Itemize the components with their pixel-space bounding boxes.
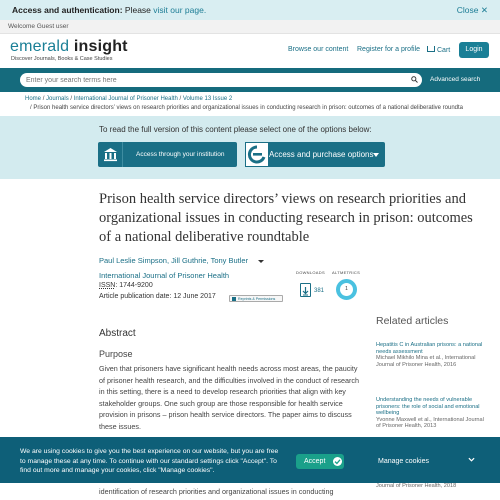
related-article-title[interactable]: Hepatitis C in Australian prisons: a national needs assessment [376, 342, 483, 355]
breadcrumb [0, 92, 500, 116]
issn-label: ISSN [99, 282, 116, 289]
abstract-continued-text: identification of research priorities and organizational issues in conducting [99, 487, 334, 496]
access-prompt: To read the full version of this content please select one of the options below: [99, 125, 372, 134]
purchase-button-label: Access and purchase options [269, 150, 374, 159]
related-article-meta: Journal of Prisoner Health, 2018 [376, 483, 457, 489]
downloads-label: DOWNLOADS [296, 270, 325, 275]
purpose-text: Given that prisoners have significant health needs across most areas, the paucity of prisoner health research, and the difficulties involved in the conduct of research in this setting, there is a need to develop research priorities that align with key stakeholder groups. One such group are those responsible for health service provision in prisons – prison health service directors. The paper aims to discuss these issues. [99, 364, 359, 431]
publication-date: Article publication date: 12 June 2017 [99, 293, 216, 300]
related-article-item[interactable] [376, 397, 488, 430]
emerald-e-icon [245, 142, 269, 167]
cookie-message: We are using cookies to give you the best experience on our website, but you are free to manage these at any time. To continue with our standard settings click "Accept". To find out more and manage your cookies, click "Manage cookies". [20, 448, 279, 474]
auth-notice-bold: Access and authentication: [12, 5, 123, 15]
search-band [0, 68, 500, 92]
related-article-meta: Michael Mikhilo Mina et al., International Journal of Prisoner Health, 2016 [376, 355, 476, 368]
purpose-heading: Purpose [99, 349, 133, 359]
altmetric-score: 1 [345, 286, 348, 292]
welcome-bar: Welcome Guest user [0, 20, 500, 34]
reprints-label: Reprints & Permissions [238, 297, 276, 301]
downloads-count: 381 [314, 288, 325, 294]
breadcrumb-separator: / [42, 96, 47, 102]
checkmark-icon [333, 457, 342, 466]
cookie-banner [0, 437, 500, 483]
altmetrics-label: ALTMETRICS [332, 270, 361, 275]
auth-notice-please: Please [124, 5, 151, 15]
abstract-heading: Abstract [99, 328, 136, 339]
related-articles-heading: Related articles [376, 315, 449, 327]
authors-row[interactable] [99, 256, 264, 265]
breadcrumb-separator: / [70, 96, 74, 102]
authors-list[interactable]: Paul Leslie Simpson, Jill Guthrie, Tony Butler [99, 256, 249, 265]
cart-icon [427, 46, 435, 52]
close-notice-button[interactable]: Close ✕ [456, 5, 488, 15]
auth-notice-text [12, 5, 206, 15]
cart-label: Cart [437, 47, 451, 54]
logo-tagline: Discover Journals, Books & Case Studies [11, 56, 113, 62]
article-title: Prison health service directors’ views on research priorities and organizational issues in conducting research in prison: outcomes of a national deliberative roundtable [99, 191, 473, 245]
register-profile-link[interactable]: Register for a profile [357, 46, 421, 53]
logo-insight-text: insight [73, 38, 128, 55]
reprints-icon [232, 297, 236, 301]
breadcrumb-separator: / [179, 96, 183, 102]
journal-link[interactable]: International Journal of Prisoner Health [99, 271, 230, 280]
accept-label: Accept [304, 458, 326, 465]
purchase-options-button[interactable] [245, 142, 385, 167]
breadcrumb-separator: / [30, 105, 34, 111]
cart-link[interactable] [427, 46, 450, 54]
breadcrumb-home[interactable]: Home [25, 96, 42, 102]
emerald-insight-logo[interactable] [10, 38, 128, 56]
related-article-title[interactable]: Understanding the needs of vulnerable prisoners: the role of social and emotional wellbeing [376, 397, 480, 416]
related-article-meta: Yvonne Maxwell et al., International Journal of Prisoner Health, 2013 [376, 416, 484, 429]
issn-value: : 1744-9200 [115, 282, 153, 289]
manage-cookies-link[interactable]: Manage cookies [378, 458, 429, 465]
search-input[interactable] [20, 73, 422, 87]
issn-row [99, 282, 153, 289]
breadcrumb-volume[interactable]: Volume 13 Issue 2 [182, 96, 233, 102]
logo-emerald-text: emerald [10, 38, 70, 55]
reprints-permissions-button[interactable] [229, 295, 283, 302]
chevron-down-icon [373, 153, 379, 157]
breadcrumb-journals[interactable]: Journals [46, 96, 69, 102]
institution-icon [98, 142, 123, 167]
access-options-band [0, 116, 500, 179]
login-button[interactable]: Login [459, 42, 489, 58]
breadcrumb-article: Prison health service directors’ views on research priorities and organizational issues in conducting research in prison: outcomes of a national deliberative roundta [33, 105, 464, 111]
advanced-search-link[interactable]: Advanced search [430, 76, 481, 83]
caret-down-icon[interactable] [258, 260, 264, 263]
institution-button-label: Access through your institution [136, 151, 225, 158]
download-icon [300, 283, 311, 297]
browse-content-link[interactable]: Browse our content [288, 46, 349, 53]
visit-page-link[interactable]: visit our page. [153, 5, 207, 15]
search-icon[interactable] [411, 76, 418, 83]
chevron-down-icon[interactable] [468, 456, 475, 463]
site-header [0, 34, 500, 68]
access-institution-button[interactable] [98, 142, 237, 167]
breadcrumb-journal[interactable]: International Journal of Prisoner Health [73, 96, 178, 102]
related-article-item[interactable] [376, 342, 488, 368]
auth-notice-bar [0, 0, 500, 20]
